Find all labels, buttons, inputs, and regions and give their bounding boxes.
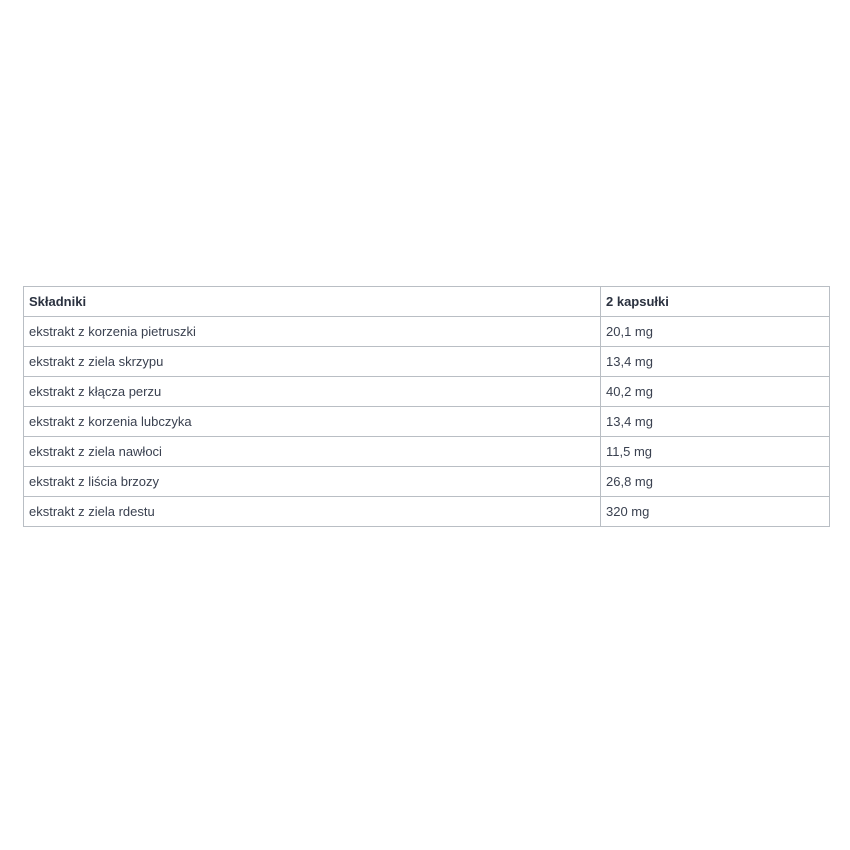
- table-row: [24, 347, 830, 377]
- ingredient-amount: 13,4 mg: [601, 347, 830, 377]
- ingredient-name: ekstrakt z kłącza perzu: [24, 377, 601, 407]
- ingredient-name: ekstrakt z liścia brzozy: [24, 467, 601, 497]
- ingredient-amount: 13,4 mg: [601, 407, 830, 437]
- table-row: [24, 407, 830, 437]
- header-dose: 2 kapsułki: [601, 287, 830, 317]
- ingredient-name: ekstrakt z korzenia lubczyka: [24, 407, 601, 437]
- ingredient-name: ekstrakt z ziela nawłoci: [24, 437, 601, 467]
- ingredient-amount: 26,8 mg: [601, 467, 830, 497]
- header-ingredients: Składniki: [24, 287, 601, 317]
- table-row: [24, 497, 830, 527]
- ingredient-amount: 20,1 mg: [601, 317, 830, 347]
- ingredient-name: ekstrakt z ziela rdestu: [24, 497, 601, 527]
- ingredient-amount: 11,5 mg: [601, 437, 830, 467]
- ingredient-name: ekstrakt z ziela skrzypu: [24, 347, 601, 377]
- ingredient-amount: 320 mg: [601, 497, 830, 527]
- table-row: [24, 467, 830, 497]
- table-row: [24, 437, 830, 467]
- table-header-row: [24, 287, 830, 317]
- ingredients-table: [23, 286, 830, 527]
- table-row: [24, 317, 830, 347]
- ingredient-amount: 40,2 mg: [601, 377, 830, 407]
- table-row: [24, 377, 830, 407]
- ingredient-name: ekstrakt z korzenia pietruszki: [24, 317, 601, 347]
